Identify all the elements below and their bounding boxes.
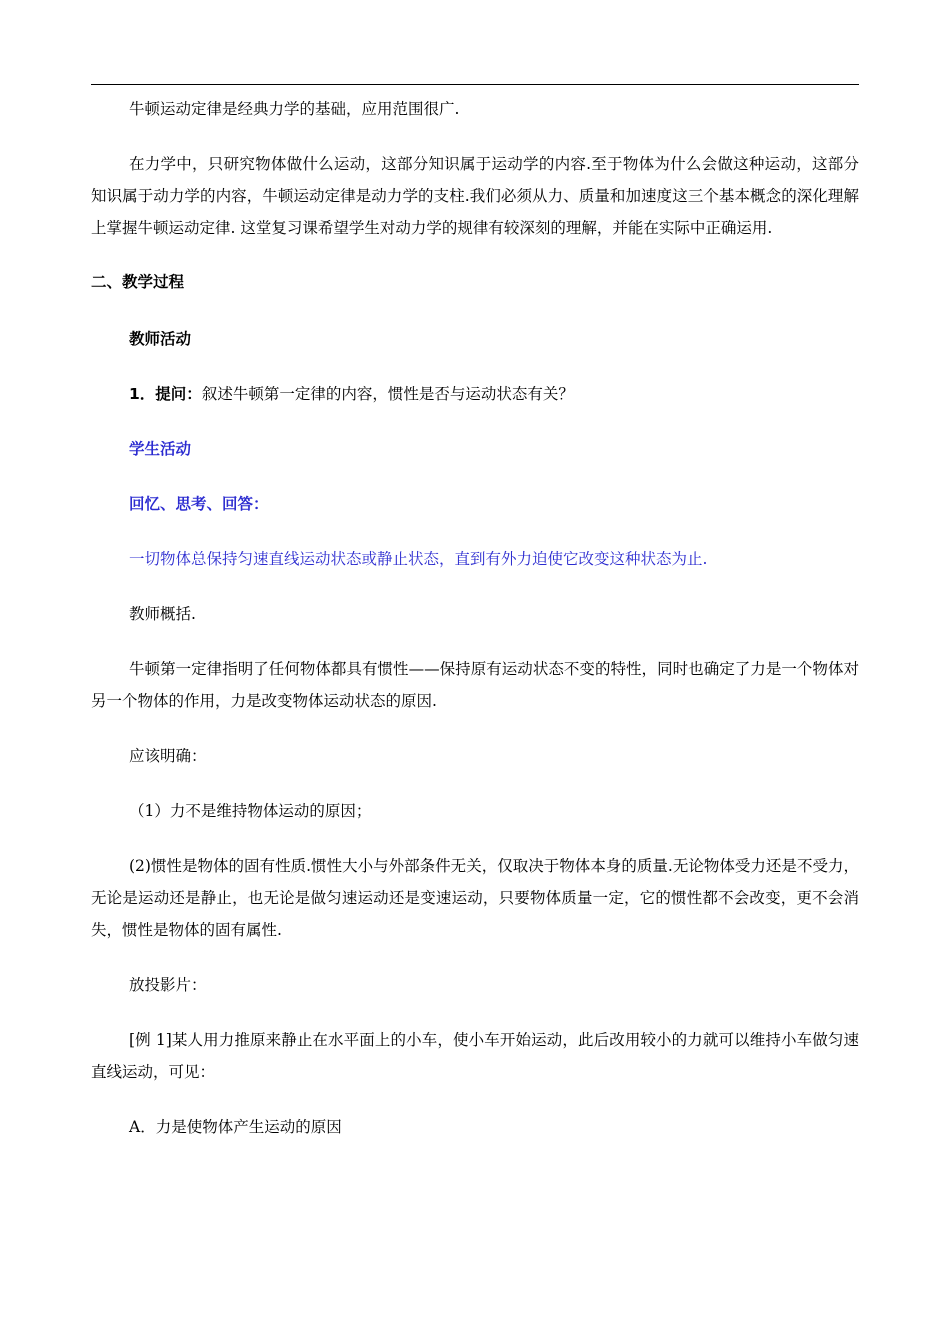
student-activity-heading: 学生活动 — [129, 440, 192, 458]
header-rule — [91, 84, 859, 85]
question-1 — [91, 378, 859, 410]
teacher-activity-heading: 教师活动 — [129, 330, 192, 348]
projection-note: 放投影片： — [129, 976, 207, 994]
document-body — [91, 93, 859, 1143]
question-text: 叙述牛顿第一定律的内容，惯性是否与运动状态有关？ — [201, 385, 574, 403]
teacher-summary: 教师概括. — [129, 605, 196, 623]
paragraph-newton-first-law: 牛顿第一定律指明了任何物体都具有惯性——保持原有运动状态不变的特性，同时也确定了力是一个物体对另一个物体的作用，力是改变物体运动状态的原因. — [91, 660, 859, 710]
question-number: 1． — [129, 385, 156, 403]
section-heading: 二、教学过程 — [91, 273, 185, 291]
student-answer: 一切物体总保持匀速直线运动状态或静止状态，直到有外力迫使它改变这种状态为止. — [129, 550, 708, 568]
point-1: （1）力不是维持物体运动的原因； — [129, 802, 372, 820]
should-clarify: 应该明确： — [129, 747, 207, 765]
question-label: 提问： — [155, 385, 202, 403]
point-2: (2)惯性是物体的固有性质.惯性大小与外部条件无关，仅取决于物体本身的质量.无论物体受力还是不受力，无论是运动还是静止，也无论是做匀速运动还是变速运动，只要物体质量一定，它的惯性都不会改变，更不会消失，惯性是物体的固有属性. — [91, 857, 859, 939]
student-answer-label: 回忆、思考、回答： — [129, 495, 269, 513]
paragraph-mechanics: 在力学中，只研究物体做什么运动，这部分知识属于运动学的内容.至于物体为什么会做这种运动，这部分知识属于动力学的内容，牛顿运动定律是动力学的支柱.我们必须从力、质量和加速度这三个基本概念的深化理解上掌握牛顿运动定律. 这堂复习课希望学生对动力学的规律有较深刻的理解，并能在实际中正确运用. — [91, 155, 859, 237]
paragraph-intro: 牛顿运动定律是经典力学的基础，应用范围很广. — [129, 100, 460, 118]
option-a: A．力是使物体产生运动的原因 — [129, 1118, 342, 1136]
example-1: [例 1]某人用力推原来静止在水平面上的小车，使小车开始运动，此后改用较小的力就可以维持小车做匀速直线运动，可见： — [91, 1031, 859, 1081]
